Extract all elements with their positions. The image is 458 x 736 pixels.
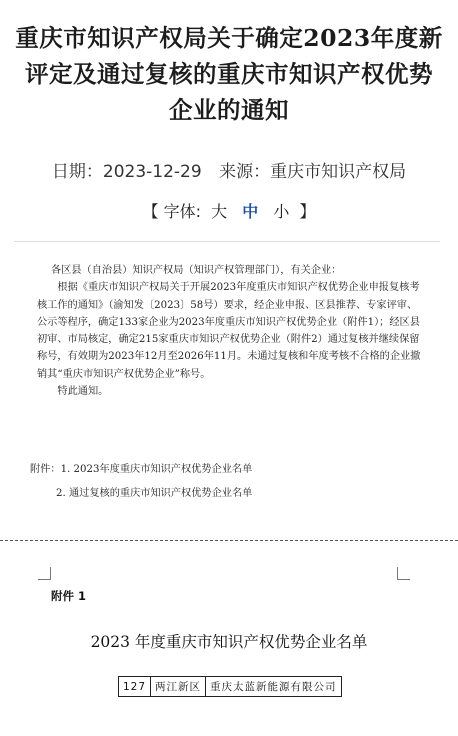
salutation: 各区县（自治县）知识产权局（知识产权管理部门），有关企业： bbox=[51, 265, 342, 276]
date-field bbox=[52, 162, 202, 182]
source-field bbox=[219, 162, 406, 182]
font-size-label: 字体: bbox=[163, 202, 202, 221]
annex-table bbox=[118, 676, 342, 697]
font-size-medium-button[interactable]: 中 bbox=[242, 202, 259, 221]
crop-mark-right bbox=[397, 567, 410, 580]
font-size-small-button[interactable]: 小 bbox=[273, 202, 290, 221]
attachment-item-2 bbox=[30, 482, 430, 506]
notice-body bbox=[37, 262, 427, 400]
row-district: 两江新区 bbox=[151, 677, 206, 697]
table-row bbox=[119, 677, 342, 697]
source-label: 来源： bbox=[219, 162, 271, 182]
attachment-link-2[interactable]: 2. 通过复核的重庆市知识产权优势企业名单 bbox=[56, 488, 253, 499]
annex-title: 2023 年度重庆市知识产权优势企业名单 bbox=[90, 633, 368, 651]
article-meta bbox=[0, 157, 458, 182]
article-title: 重庆市知识产权局关于确定2023年度新评定及通过复核的重庆市知识产权优势企业的通知 bbox=[15, 24, 443, 124]
attachment-prefix: 附件： bbox=[30, 464, 61, 475]
annex-label: 附件 1 bbox=[51, 589, 87, 603]
attachment-list bbox=[30, 458, 430, 506]
row-number: 127 bbox=[119, 677, 151, 697]
body-paragraph: 根据《重庆市知识产权局关于开展2023年度重庆市知识产权优势企业申报复核考核工作的通知》（渝知发〔2023〕58号）要求，经企业申报、区县推荐、专家评审、公示等程序，确定133家企业为2023年度重庆市知识产权优势企业（附件1）；经区县初审、市局核定，确定215家重庆市知识产权优势企业（附件2）通过复核并继续保留称号，有效期为2023年12月至2026年11月。未通过复核和年度考核不合格的企业撤销其“重庆市知识产权优势企业”称号。 bbox=[37, 282, 421, 380]
page-break-line bbox=[0, 540, 458, 541]
crop-mark-left bbox=[38, 567, 51, 580]
attachment-item-1 bbox=[30, 458, 430, 482]
bracket-open: 【 bbox=[142, 202, 159, 221]
source-value: 重庆市知识产权局 bbox=[270, 162, 407, 182]
font-size-large-button[interactable]: 大 bbox=[211, 202, 228, 221]
row-company: 重庆太蓝新能源有限公司 bbox=[206, 677, 342, 697]
date-label: 日期： bbox=[51, 162, 103, 182]
date-value: 2023-12-29 bbox=[102, 162, 202, 182]
font-size-selector bbox=[0, 199, 458, 222]
attachment-link-1[interactable]: 1. 2023年度重庆市知识产权优势企业名单 bbox=[60, 464, 253, 475]
bracket-close: 】 bbox=[299, 202, 316, 221]
header-divider bbox=[14, 241, 440, 242]
closing-line: 特此通知。 bbox=[57, 386, 109, 398]
